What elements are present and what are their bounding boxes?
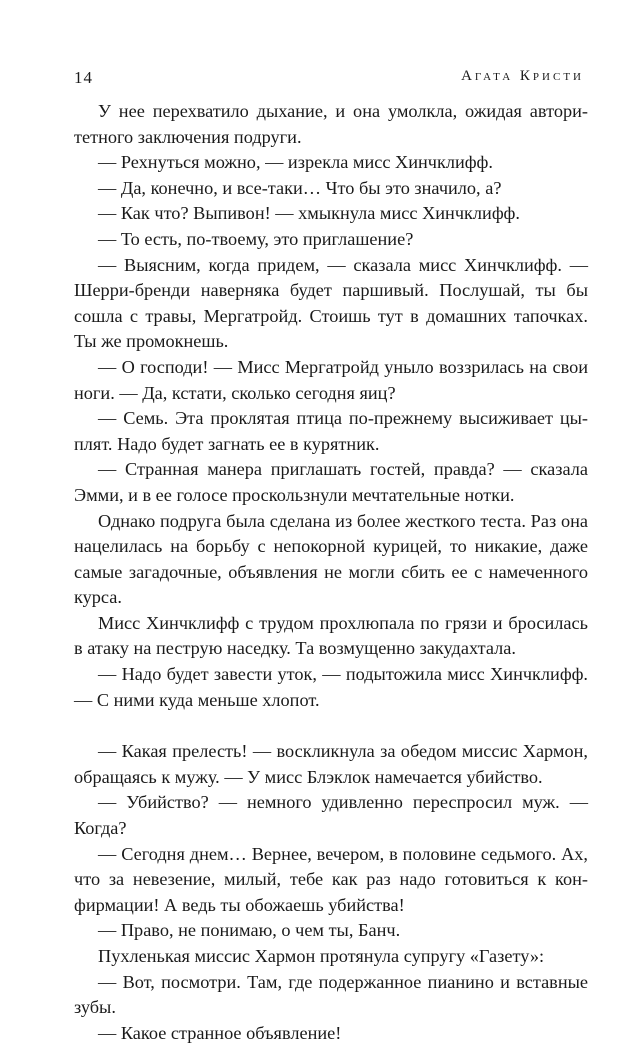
- paragraph: — О господи! — Мисс Мергатройд уныло воззрилась на свои ноги. — Да, кстати, сколько сегодня яиц?: [74, 356, 588, 403]
- paragraph: — Рехнуться можно, — изрекла мисс Хинчклифф.: [98, 152, 493, 173]
- paragraph: — Какое странное объявление!: [98, 1022, 342, 1043]
- running-head: Агата Кристи: [461, 68, 584, 84]
- paragraph: — Вот, посмотри. Там, где подержанное пианино и вставные зубы.: [74, 971, 588, 1018]
- paragraph: Однако подруга была сделана из более жесткого теста. Раз она нацелилась на борьбу с непокорной курицей, то никакие, даже самые загадочные, объявления не могли сбить ее с намеченного курса.: [74, 510, 588, 608]
- paragraph: — Убийство? — немного удивленно переспросил муж. — Когда?: [74, 792, 588, 839]
- paragraph: Пухленькая миссис Хармон протянула супругу «Газету»:: [98, 946, 545, 966]
- paragraph: У нее перехватило дыхание, и она умолкла, ожидая авторитетного заключения подруги.: [74, 101, 588, 147]
- paragraph: — Как что? Выпивон! — хмыкнула мисс Хинчклифф.: [98, 203, 520, 224]
- paragraph: — Да, конечно, и все-таки… Что бы это значило, а?: [98, 177, 502, 198]
- paragraph: — Сегодня днем… Вернее, вечером, в половине седьмого. Ах, что за невезение, милый, тебе как раз надо готовиться к конфирмации! А ведь ты обожаешь убийства!: [74, 843, 588, 915]
- paragraph: — То есть, по-твоему, это приглашение?: [98, 228, 414, 249]
- paragraph: — Странная манера приглашать гостей, правда? — сказала Эмми, и в ее голосе проскользнули мечтательные нотки.: [74, 459, 588, 505]
- paragraph: Мисс Хинчклифф с трудом прохлюпала по грязи и бросилась в атаку на пеструю наседку. Та возмущенно закудахтала.: [74, 612, 588, 659]
- paragraph: — Право, не понимаю, о чем ты, Банч.: [98, 920, 401, 941]
- paragraph: — Надо будет завести уток, — подытожила мисс Хинчклифф. — С ними куда меньше хлопот.: [74, 664, 588, 710]
- paragraph: — Выясним, когда придем, — сказала мисс Хинчклифф. — Шерри-бренди наверняка будет паршивый. Послушай, ты бы сошла с травы, Мергатройд. Стоишь тут в домашних тапочках. Ты же промокнешь.: [74, 254, 588, 352]
- paragraph: — Какая прелесть! — воскликнула за обедом миссис Хармон, обращаясь к мужу. — У мисс Блэклок намечается убийство.: [74, 741, 588, 787]
- page-number: 14: [74, 68, 93, 87]
- paragraph: — Семь. Эта проклятая птица по-прежнему высиживает цыплят. Надо будет загнать ее в курятник.: [74, 408, 588, 454]
- body-text: [74, 99, 588, 1046]
